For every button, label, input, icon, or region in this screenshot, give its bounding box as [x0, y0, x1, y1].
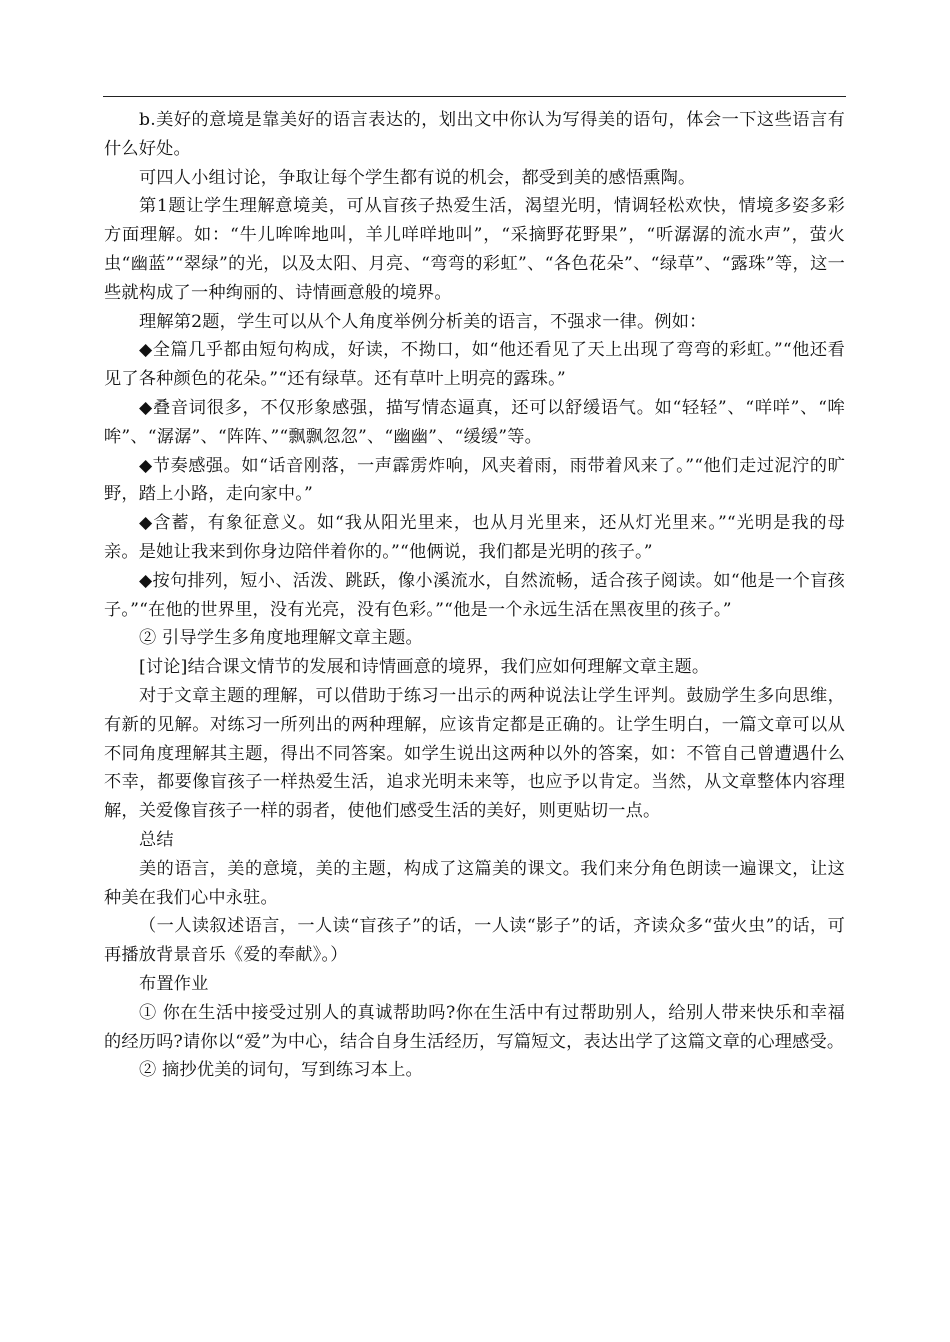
bullet-reduplicated-words: ◆叠音词很多，不仅形象感强，描写情态逼真，还可以舒缓语气。如“轻轻”、“咩咩”、“哞哞”、“潺潺”、“阵阵、”“飘飘忽忽”、“幽幽”、“缓缓”等。	[104, 397, 845, 447]
paragraph-question-2: 理解第2题，学生可以从个人角度举例分析美的语言，不强求一律。例如：	[139, 311, 707, 332]
heading-homework: 布置作业	[139, 973, 209, 994]
header-rule	[103, 96, 846, 97]
bullet-rhythm: ◆节奏感强。如“话音刚落，一声霹雳炸响，风夹着雨，雨带着风来了。”“他们走过泥泞的旷野，踏上小路，走向家中。”	[104, 455, 845, 505]
paragraph-theme-guidance: ② 引导学生多角度地理解文章主题。	[139, 628, 423, 649]
paragraph-reading-roles: （一人读叙述语言，一人读“盲孩子”的话，一人读“影子”的话，齐读众多“萤火虫”的话，可再播放背景音乐《爱的奉献》。）	[104, 916, 845, 966]
paragraph-summary: 美的语言，美的意境，美的主题，构成了这篇美的课文。我们来分角色朗读一遍课文，让这种美在我们心中永驻。	[104, 858, 845, 908]
paragraph-b-task: b.美好的意境是靠美好的语言表达的，划出文中你认为写得美的语句，体会一下这些语言有什么好处。	[104, 110, 845, 159]
paragraph-discussion-prompt: [讨论]结合课文情节的发展和诗情画意的境界，我们应如何理解文章主题。	[139, 657, 710, 678]
document-body	[104, 106, 845, 1085]
homework-item-1: ① 你在生活中接受过别人的真诚帮助吗?你在生活中有过帮助别人，给别人带来快乐和幸福的经历吗?请你以“爱”为中心，结合自身生活经历，写篇短文，表达出学了这篇文章的心理感受。	[104, 1002, 845, 1052]
heading-summary: 总结	[139, 829, 174, 850]
bullet-short-sentences: ◆全篇几乎都由短句构成，好读，不拗口，如“他还看见了天上出现了弯弯的彩虹。”“他还看见了各种颜色的花朵。”“还有绿草。还有草叶上明亮的露珠。”	[104, 340, 845, 390]
paragraph-group-discussion: 可四人小组讨论，争取让每个学生都有说的机会，都受到美的感悟熏陶。	[139, 167, 696, 188]
paragraph-question-1: 第1题让学生理解意境美，可从盲孩子热爱生活，渴望光明，情调轻松欢快，情境多姿多彩方面理解。如：“牛儿哞哞地叫，羊儿咩咩地叫”，“采摘野花野果”，“听潺潺的流水声”，萤火虫“幽蓝”“翠绿”的光，以及太阳、月亮、“弯弯的彩虹”、“各色花朵”、“绿草”、“露珠”等，这一些就构成了一种绚丽的、诗情画意般的境界。	[104, 196, 845, 303]
homework-item-2: ② 摘抄优美的词句，写到练习本上。	[139, 1060, 423, 1081]
paragraph-theme-understanding: 对于文章主题的理解，可以借助于练习一出示的两种说法让学生评判。鼓励学生多向思维，有新的见解。对练习一所列出的两种理解，应该肯定都是正确的。让学生明白，一篇文章可以从不同角度理解其主题，得出不同答案。如学生说出这两种以外的答案，如：不管自己曾遭遇什么不幸，都要像盲孩子一样热爱生活，追求光明未来等，也应予以肯定。当然，从文章整体内容理解，关爱像盲孩子一样的弱者，使他们感受生活的美好，则更贴切一点。	[104, 685, 845, 822]
bullet-line-arrangement: ◆按句排列，短小、活泼、跳跃，像小溪流水，自然流畅，适合孩子阅读。如“他是一个盲孩子。”“在他的世界里，没有光亮，没有色彩。”“他是一个永远生活在黑夜里的孩子。”	[104, 570, 845, 620]
bullet-symbolism: ◆含蓄，有象征意义。如“我从阳光里来，也从月光里来，还从灯光里来。”“光明是我的母亲。是她让我来到你身边陪伴着你的。”“他俩说，我们都是光明的孩子。”	[104, 513, 845, 562]
